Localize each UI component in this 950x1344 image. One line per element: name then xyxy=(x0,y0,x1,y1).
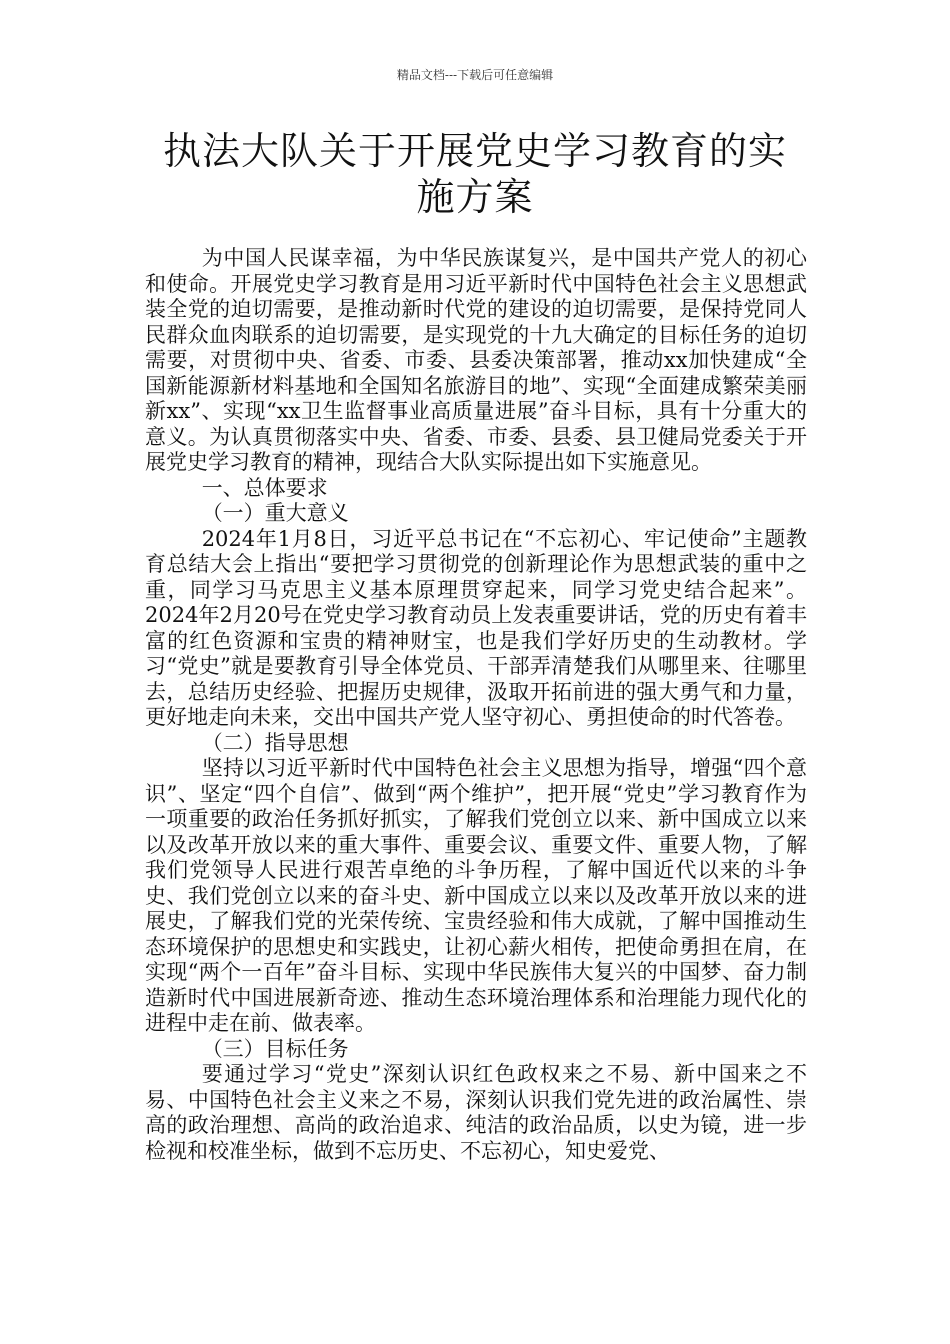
document-body xyxy=(145,246,807,1164)
body-paragraph: 坚持以习近平新时代中国特色社会主义思想为指导，增强“四个意识”、坚定“四个自信”、做到“两个维护”，把开展“党史”学习教育作为一项重要的政治任务抓好抓实，了解我们党创立以来、新中国成立以来以及改革开放以来的重大事件、重要会议、重要文件、重要人物，了解我们党领导人民进行艰苦卓绝的斗争历程，了解中国近代以来的斗争史、我们党创立以来的奋斗史、新中国成立以来以及改革开放以来的进展史，了解我们党的光荣传统、宝贵经验和伟大成就，了解中国推动生态环境保护的思想史和实践史，让初心薪火相传，把使命勇担在肩，在实现“两个一百年”奋斗目标、实现中华民族伟大复兴的中国梦、奋力制造新时代中国进展新奇迹、推动生态环境治理体系和治理能力现代化的进程中走在前、做表率。 xyxy=(145,756,807,1035)
section-heading: 一、总体要求 xyxy=(201,475,328,500)
subsection-heading: （一）重大意义 xyxy=(201,501,349,525)
body-paragraph: 要通过学习“党史”深刻认识红色政权来之不易、新中国来之不易、中国特色社会主义来之不易，深刻认识我们党先进的政治属性、崇高的政治理想、高尚的政治追求、纯洁的政治品质，以史为镜，进一步检视和校准坐标，做到不忘历史、不忘初心，知史爱党、 xyxy=(145,1062,807,1163)
body-paragraph: 2024年1月8日，习近平总书记在“不忘初心、牢记使命”主题教育总结大会上指出“要把学习贯彻党的创新理论作为思想武装的重中之重，同学习马克思主义基本原理贯穿起来，同学习党史结合起来”。2024年2月20号在党史学习教育动员上发表重要讲话，党的历史有着丰富的红色资源和宝贵的精神财宝，也是我们学好历史的生动教材。学习“党史”就是要教育引导全体党员、干部弄清楚我们从哪里来、往哪里去，总结历史经验、把握历史规律，汲取开拓前进的强大勇气和力量，更好地走向未来，交出中国共产党人坚守初心、勇担使命的时代答卷。 xyxy=(145,526,807,729)
page-header: 精品文档---下载后可任意编辑 xyxy=(396,68,554,82)
body-paragraph: 为中国人民谋幸福，为中华民族谋复兴，是中国共产党人的初心和使命。开展党史学习教育是用习近平新时代中国特色社会主义思想武装全党的迫切需要，是推动新时代党的建设的迫切需要，是保持党同人民群众血肉联系的迫切需要，是实现党的十九大确定的目标任务的迫切需要，对贯彻中央、省委、市委、县委决策部署，推动xx加快建成“全国新能源新材料基地和全国知名旅游目的地”、实现“全面建成繁荣美丽新xx”、实现“xx卫生监督事业高质量进展”奋斗目标，具有十分重大的意义。为认真贯彻落实中央、省委、市委、县委、县卫健局党委关于开展党史学习教育的精神，现结合大队实际提出如下实施意见。 xyxy=(145,246,807,474)
document-title: 执法大队关于开展党史学习教育的实施方案 xyxy=(162,129,787,219)
subsection-heading: （三）目标任务 xyxy=(201,1036,349,1061)
subsection-heading: （二）指导思想 xyxy=(201,730,349,755)
